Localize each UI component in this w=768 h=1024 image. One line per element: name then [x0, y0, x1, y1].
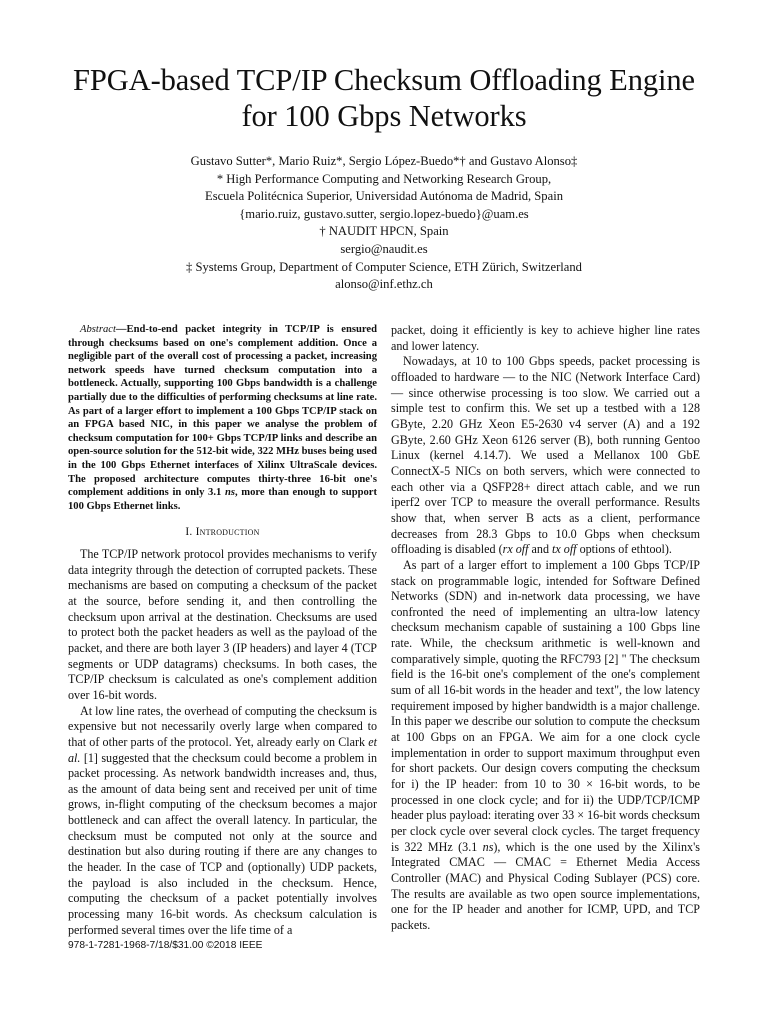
abstract	[68, 323, 377, 513]
affiliation-3-email: alonso@inf.ethz.ch	[335, 277, 433, 292]
affiliation-1-emails: {mario.ruiz, gustavo.sutter, sergio.lopez-buedo}@uam.es	[239, 206, 529, 221]
left-column	[68, 323, 377, 938]
intro-paragraph-3: Nowadays, at 10 to 100 Gbps speeds, packet processing is offloaded to hardware — to the NIC (Network Interface Card) — since otherwise processing is too slow. We carried out a simple test to confirm this. We set up a testbed with a 128 GByte, 2.20 GHz Xeon E5-2630 v4 server (A) and a 192 GByte, 2.60 GHz Xeon 6126 server (B), both running Gentoo Linux (kernel 4.14.7). We used a Mellanox 100 GbE ConnectX-5 NICs on both servers, which were connected to each other via a QSFP28+ direct attach cable, and we run iperf2 over TCP to measure the overall performance. Results show that, when server B acts as a client, performance decreases from 28.3 Gbps to 10.0 Gbps when checksum offloading is disabled (rx off and tx off options of ethtool).	[391, 354, 700, 557]
author-names: Gustavo Sutter*, Mario Ruiz*, Sergio López-Buedo*† and Gustavo Alonso‡	[190, 154, 578, 168]
author-block	[40, 153, 728, 294]
abstract-tail: , more than enough to support 100 Gbps Ethernet links.	[68, 487, 377, 512]
intro-paragraph-4: As part of a larger effort to implement a 100 Gbps TCP/IP stack on programmable logic, intended for Software Defined Networks (SDN) and in-network data processing, we have confronted the need of implementing an ultra-low latency checksum mechanism capable of sustaining a 100 Gbps line rate. While, the checksum arithmetic is well-known and comparatively simple, quoting the RFC793 [2] " The checksum field is the 16-bit one's complement of the one's complement sum of all 16-bit words in the header and text", the low latency requirement imposed by higher bandwidth is a major challenge. In this paper we describe our solution to compute the checksum at 100 Gbps on an FPGA. We aim for a one clock cycle implementation in order to support maximum throughput even for short packets. Our design covers computing the checksum for i) the IP header: from 10 to 30 × 16-bit words, to be processed in one clock cycle; and for ii) the UDP/TCP/ICMP header plus payload: iterating over 33 × 16-bit words checksum per clock cycle over several clock cycles. The target frequency is 322 MHz (3.1 ns), which is the one used by the Xilinx's Integrated CMAC — CMAC = Ethernet Media Access Controller (MAC) and Physical Coding Sublayer (PCS) core. The results are available as two open source implementations, one for the IP header and another for ICMP, UPD, and TCP packets.	[391, 557, 700, 932]
title-line-1: FPGA-based TCP/IP Checksum Offloading Engine	[73, 63, 695, 97]
intro-paragraph-2: At low line rates, the overhead of computing the checksum is expensive but not necessarily overly large when compared to that of other parts of the protocol. Yet, already early on Clark et al. [1] suggested that the checksum could become a problem in packet processing. As network bandwidth increases and, thus, as the amount of data being sent and received per unit of time grows, in-flight computing of the checksum becomes a major bottleneck and can affect the overall latency. In particular, the checksum must be computed not only at the source and destination but also during routing if there are any changes to the header. In the case of TCP and (optionally) UDP packets, the payload is also included in the checksum. Hence, computing the checksum of a packet potentially involves processing many 16-bit words. As checksum calculation is performed several times over the life time of a	[68, 703, 377, 937]
affiliation-3: ‡ Systems Group, Department of Computer Science, ETH Zürich, Switzerland	[186, 259, 582, 274]
affiliation-1: * High Performance Computing and Networking Research Group,	[216, 171, 552, 186]
intro-paragraph-2-cont: packet, doing it efficiently is key to achieve higher line rates and lower latency.	[391, 323, 700, 353]
section-heading-introduction: I. Introduction	[185, 526, 260, 539]
affiliation-2: † NAUDIT HPCN, Spain	[319, 224, 449, 239]
intro-paragraph-1: The TCP/IP network protocol provides mechanisms to verify data integrity through the detection of corrupted packets. These mechanisms are based on computing a checksum of the packet at the source, before sending it, and then controlling the checksum upon arrival at the destination. Checksums are used to protect both the packet headers as well as the payload of the packet, and there are both layer 3 (IP headers) and layer 4 (TCP segments or UDP datagrams) checksums. In both cases, the TCP/IP checksum is calculated as one's complement addition over 16-bit words.	[68, 546, 377, 702]
paper-title	[40, 62, 728, 134]
abstract-ns: ns	[224, 487, 235, 499]
affiliation-1-institution: Escuela Politécnica Superior, Universidad Autónoma de Madrid, Spain	[205, 189, 563, 204]
right-column	[391, 323, 700, 934]
affiliation-2-email: sergio@naudit.es	[340, 241, 428, 256]
title-line-2: for 100 Gbps Networks	[241, 99, 527, 133]
abstract-label: Abstract	[80, 324, 116, 335]
copyright-footer: 978-1-7281-1968-7/18/$31.00 ©2018 IEEE	[68, 940, 263, 951]
abstract-body: —End-to-end packet integrity in TCP/IP is ensured through checksums based on one's complement addition. Once a negligible part of the overall cost of processing a packet, increasing network speeds have turned checksum computation into a bottleneck. Actually, supporting 100 Gbps bandwidth is a challenge partially due to the difficulties of performing checksums at line rate. As part of a larger effort to implement a 100 Gbps TCP/IP stack on an FPGA based NIC, in this paper we analyse the problem of checksum computation for 100+ Gbps TCP/IP links and describe an open-source solution for the 512-bit wide, 322 MHz buses being used in the 100 Gbps Ethernet interfaces of Xilinx UltraScale devices. The proposed architecture computes thirty-three 16-bit one's complement additions in only 3.1	[68, 324, 377, 499]
